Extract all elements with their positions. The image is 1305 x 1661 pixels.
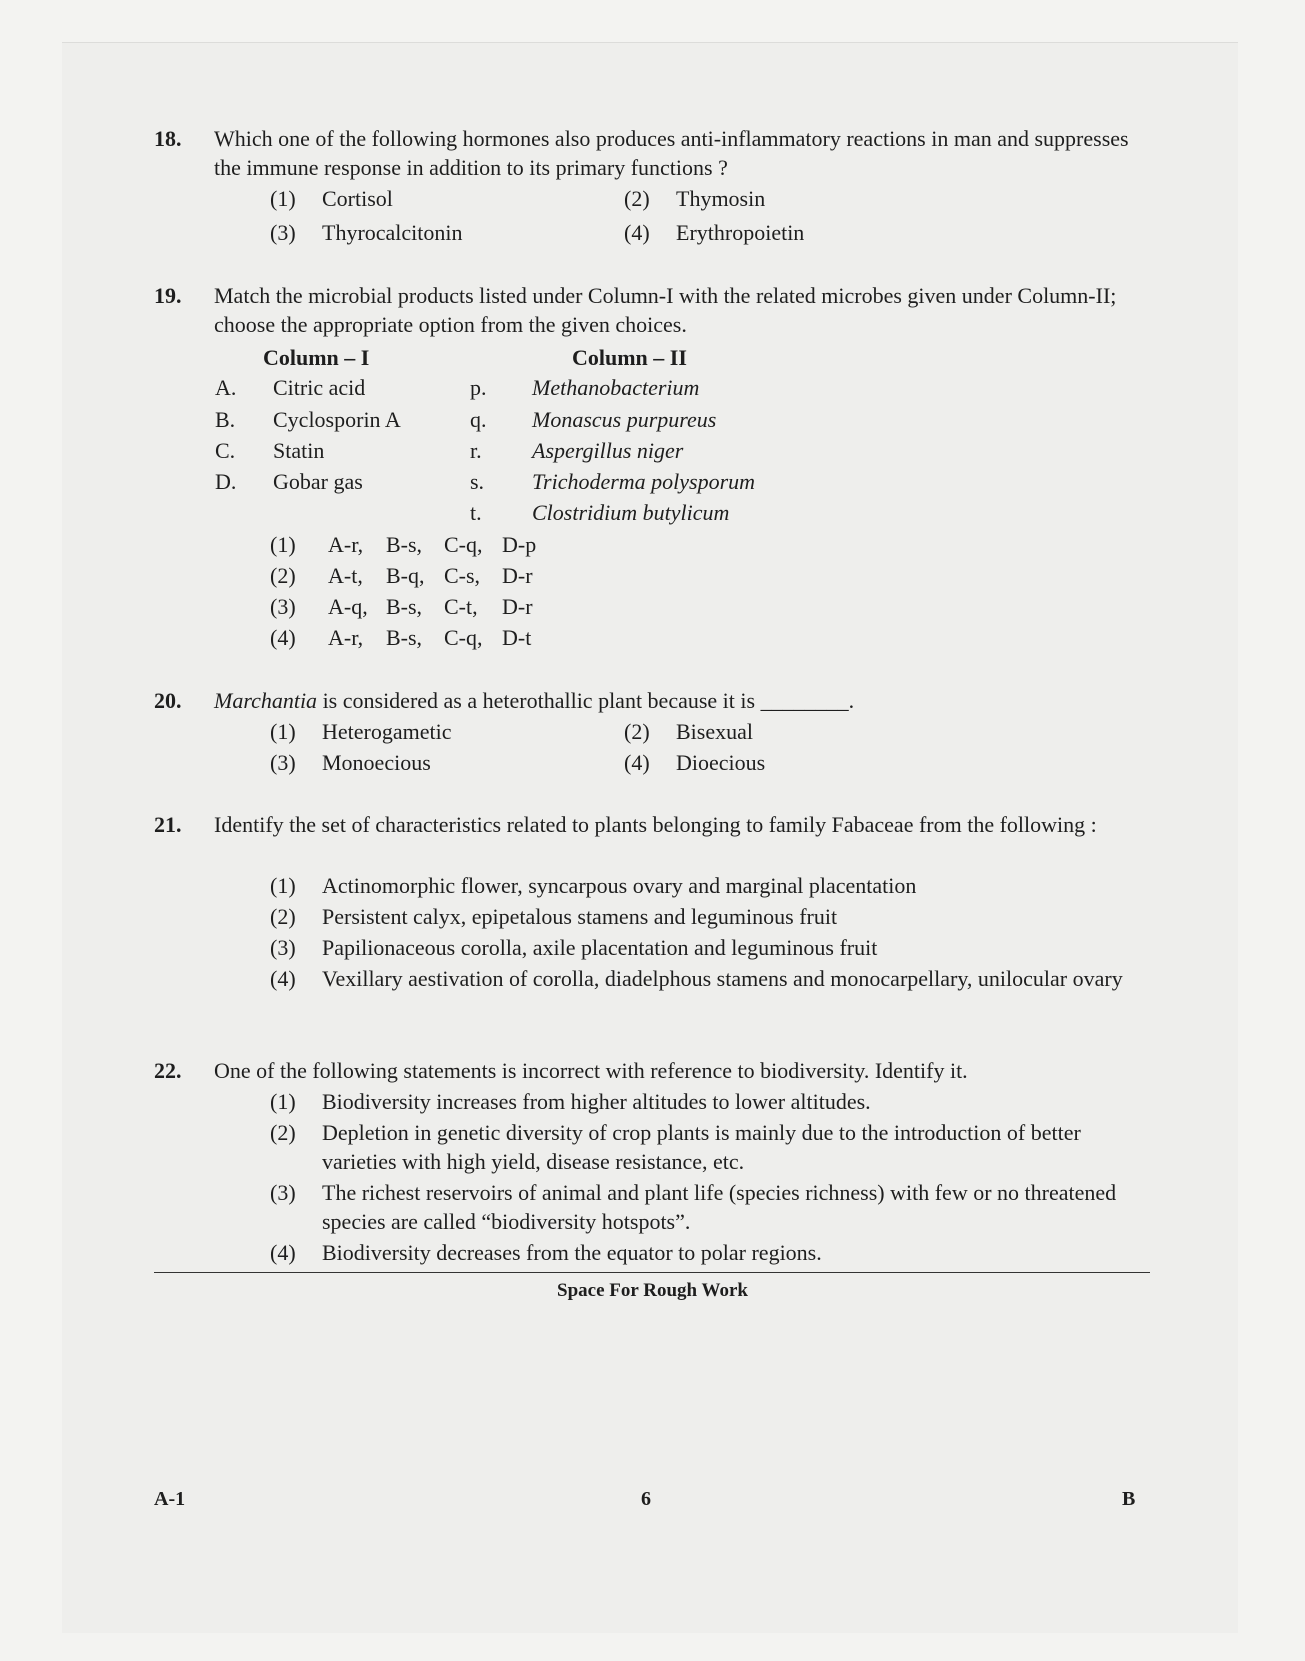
column-2-item: r. Aspergillus niger <box>470 438 684 463</box>
series-code: B <box>1122 1488 1136 1510</box>
column-2-item: s. Trichoderma polysporum <box>470 469 756 494</box>
option-4: (4) Vexillary aestivation of corolla, diadelphous stamens and monocarpellary, unilocular ovary <box>270 966 1123 991</box>
column-2-item: q. Monascus purpureus <box>470 407 717 432</box>
option-4: (4) Biodiversity decreases from the equator to polar regions. <box>270 1240 822 1265</box>
column-1-header: Column – I <box>263 345 370 370</box>
rough-work-label: Space For Rough Work <box>557 1280 748 1301</box>
option-1: (1) Biodiversity increases from higher altitudes to lower altitudes. <box>270 1089 871 1114</box>
option-4: (4) Erythropoietin <box>624 220 805 245</box>
rough-work-divider <box>154 1272 1150 1273</box>
option-1: (1) Actinomorphic flower, syncarpous ovary and marginal placentation <box>270 873 917 898</box>
page-number: 6 <box>641 1488 651 1510</box>
paper-code: A-1 <box>154 1488 186 1510</box>
option-3: (3) Thyrocalcitonin <box>270 220 463 245</box>
question-text: Match the microbial products listed under Column-I with the related microbes given under Column-II; choose the appropriate option from the given choices. <box>214 283 1117 337</box>
option-3: (3) The richest reservoirs of animal and plant life (species richness) with few or no threatened species are called “biodiversity hotspots”. <box>270 1180 1117 1234</box>
question-20 <box>154 686 1134 716</box>
column-1-item: D. Gobar gas <box>215 469 363 494</box>
question-number: 22. <box>154 1058 182 1083</box>
column-1-item: B. Cyclosporin A <box>215 407 401 432</box>
question-number: 19. <box>154 283 182 308</box>
option-3: (3) Monoecious <box>270 750 431 775</box>
match-option-3: (3) A-q, B-s, C-t, D-r <box>270 594 533 619</box>
column-1-item: C. Statin <box>215 438 325 463</box>
question-number: 20. <box>154 688 182 713</box>
option-1: (1) Cortisol <box>270 186 393 211</box>
match-option-1: (1) A-r, B-s, C-q, D-p <box>270 532 537 557</box>
question-18 <box>154 124 1134 184</box>
match-option-2: (2) A-t, B-q, C-s, D-r <box>270 563 533 588</box>
column-2-item: t. Clostridium butylicum <box>470 500 730 525</box>
question-text: Which one of the following hormones also produces anti-inflammatory reactions in man and suppresses the immune response in addition to its primary functions ? <box>214 126 1129 180</box>
column-2-header: Column – II <box>572 345 687 370</box>
option-4: (4) Dioecious <box>624 750 766 775</box>
option-2: (2) Thymosin <box>624 186 766 211</box>
question-text: One of the following statements is incorrect with reference to biodiversity. Identify it. <box>214 1058 968 1083</box>
column-1-item: A. Citric acid <box>215 375 366 400</box>
question-number: 21. <box>154 812 182 837</box>
question-21 <box>154 810 1134 870</box>
question-19 <box>154 281 1134 341</box>
question-text: Marchantia is considered as a heterothallic plant because it is ________. <box>214 688 855 713</box>
option-2: (2) Persistent calyx, epipetalous stamens and leguminous fruit <box>270 904 838 929</box>
question-text: Identify the set of characteristics related to plants belonging to family Fabaceae from the following : <box>214 812 1097 837</box>
question-number: 18. <box>154 126 182 151</box>
option-2: (2) Bisexual <box>624 719 753 744</box>
column-2-item: p. Methanobacterium <box>470 375 700 400</box>
option-1: (1) Heterogametic <box>270 719 452 744</box>
match-option-4: (4) A-r, B-s, C-q, D-t <box>270 625 532 650</box>
question-22 <box>154 1056 1134 1086</box>
option-2: (2) Depletion in genetic diversity of crop plants is mainly due to the introduction of better varieties with high yield, disease resistance, etc. <box>270 1120 1081 1174</box>
option-3: (3) Papilionaceous corolla, axile placentation and leguminous fruit <box>270 935 878 960</box>
